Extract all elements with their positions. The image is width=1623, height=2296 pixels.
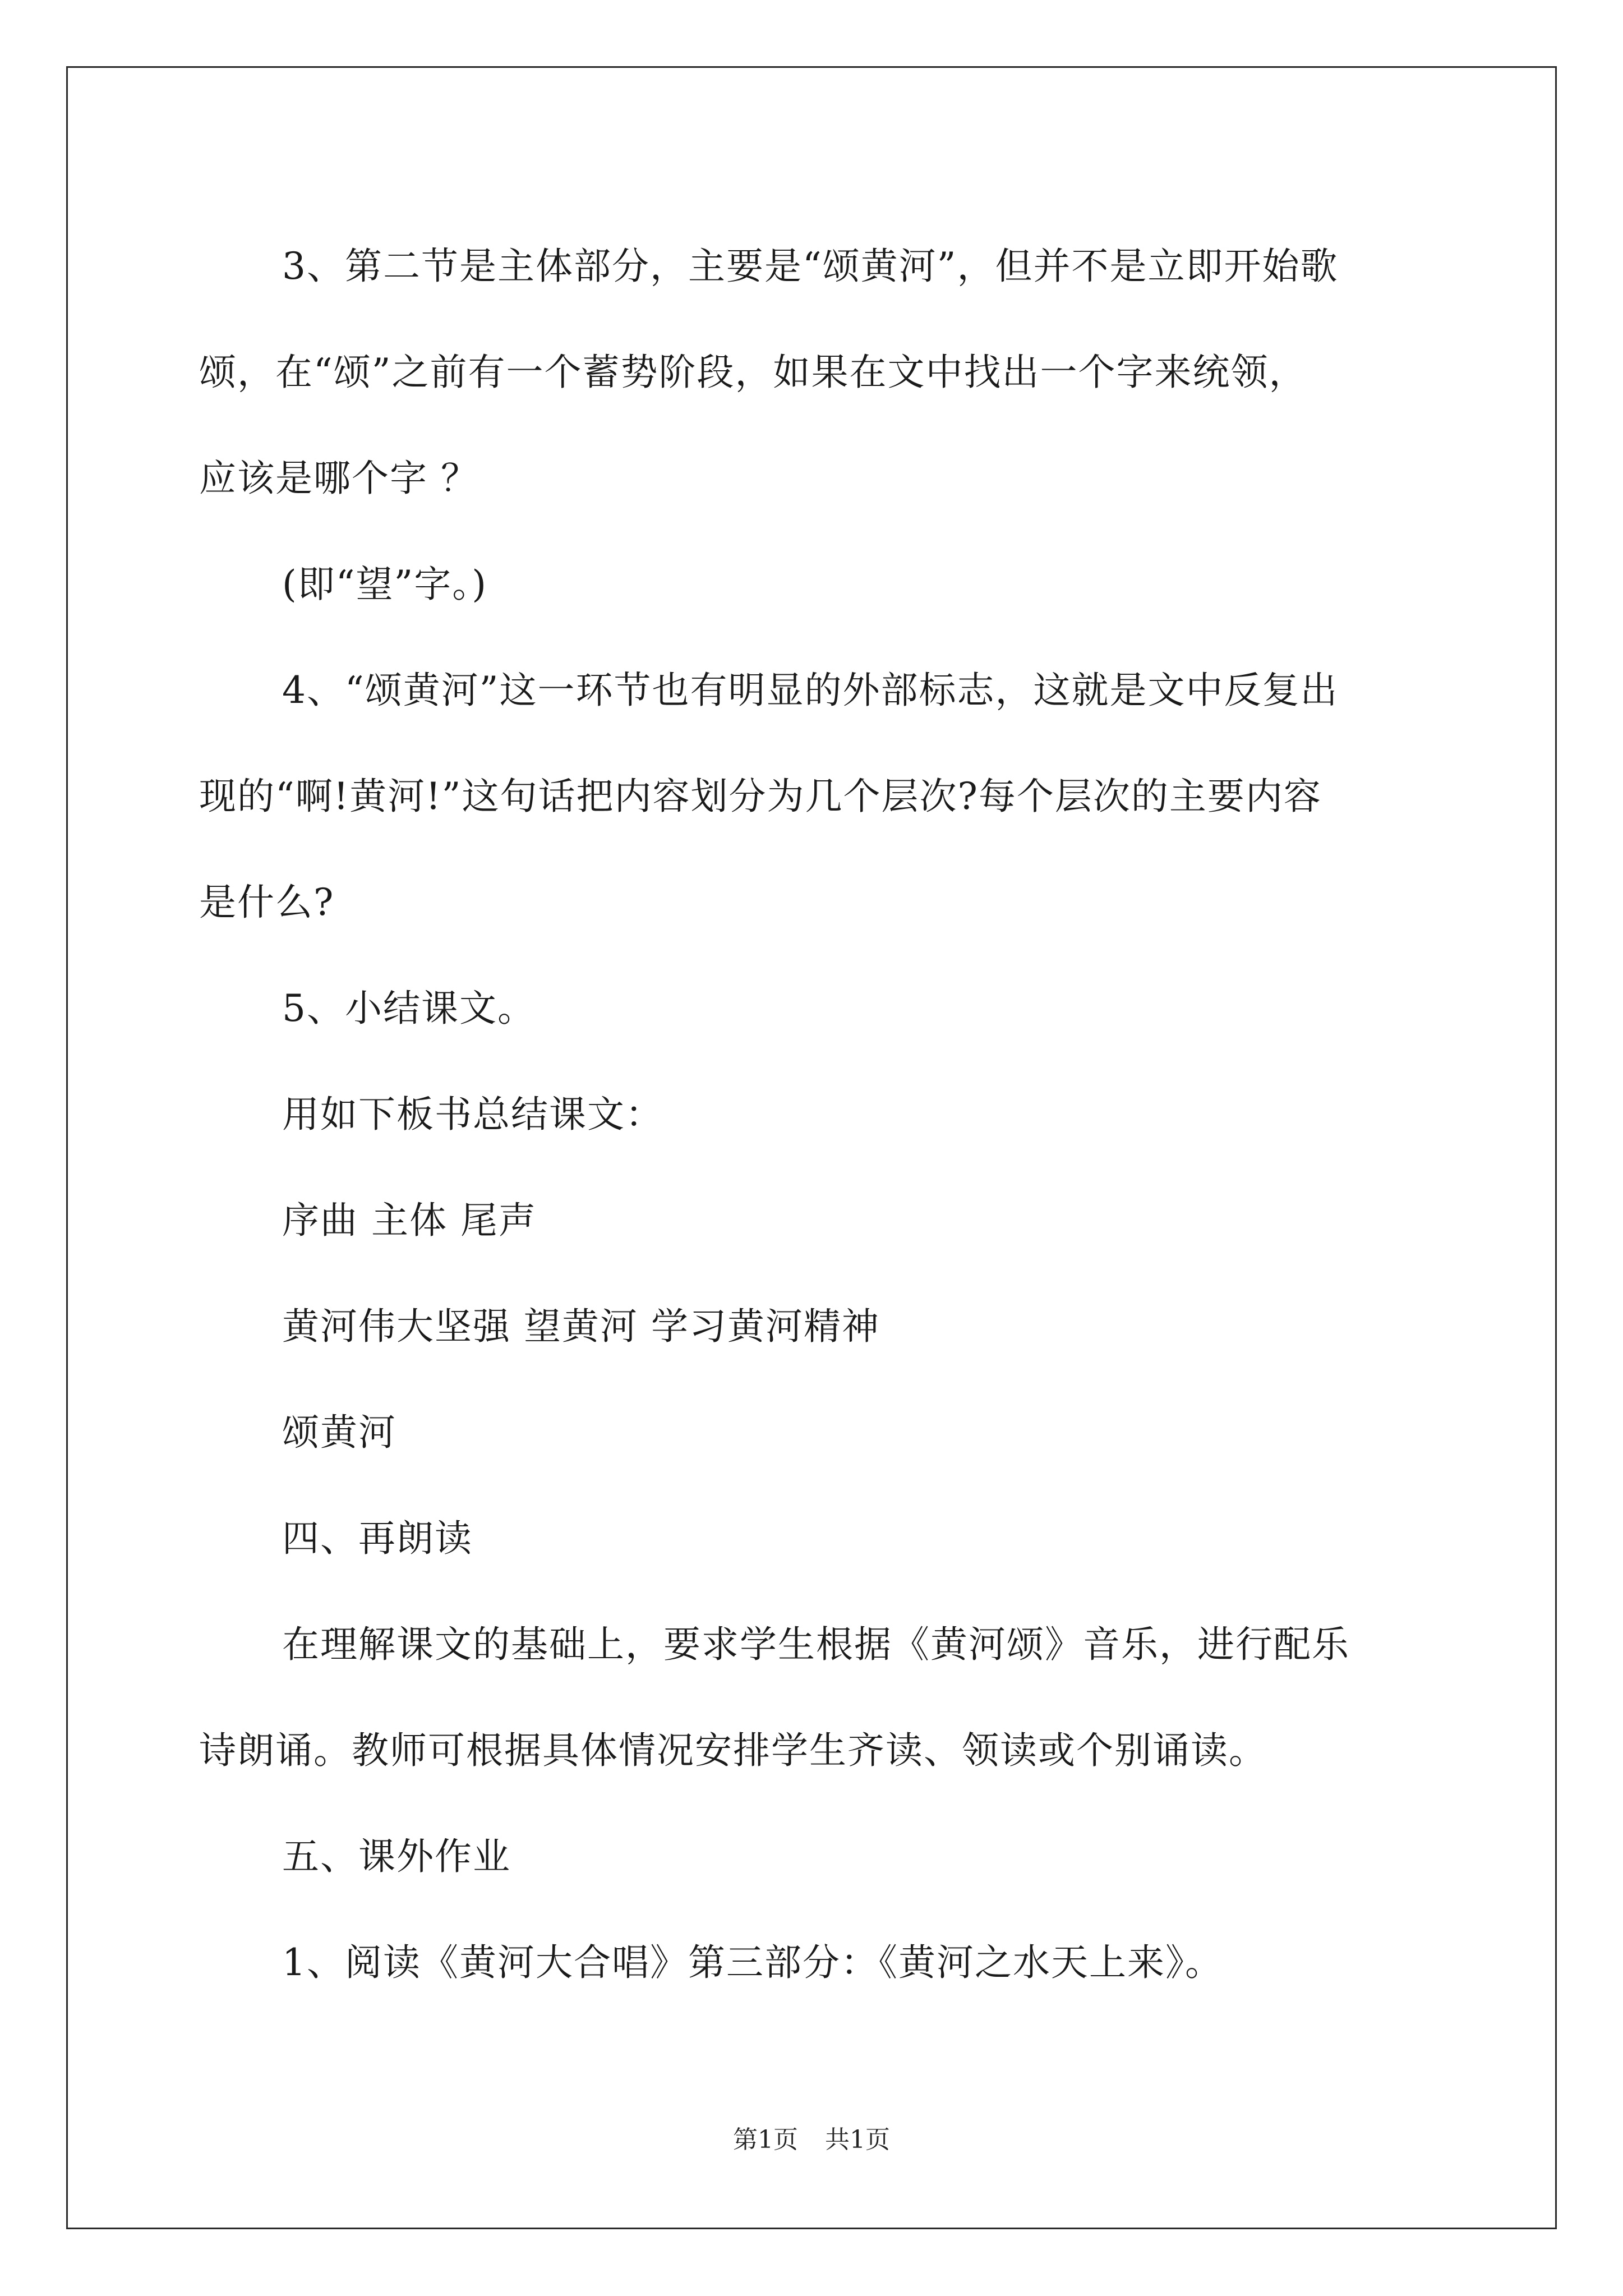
paragraph-line: 1、阅读《黄河大合唱》第三部分：《黄河之水天上来》。 bbox=[282, 1941, 1223, 1984]
page-number-current: 第1页 bbox=[733, 2125, 798, 2154]
paragraph-line: 5、小结课文。 bbox=[282, 987, 536, 1030]
paragraph-line: 诗朗诵。教师可根据具体情况安排学生齐读、领读或个别诵读。 bbox=[199, 1729, 1267, 1772]
section-heading: 五、课外作业 bbox=[282, 1835, 511, 1878]
document-body bbox=[199, 213, 1433, 2016]
paragraph-line: 现的“啊!黄河!”这句话把内容划分为几个层次?每个层次的主要内容 bbox=[199, 775, 1322, 818]
page-number-total: 共1页 bbox=[825, 2125, 890, 2154]
paragraph-line: 应该是哪个字 ？ bbox=[199, 457, 479, 500]
board-outline-line: 黄河伟大坚强 望黄河 学习黄河精神 bbox=[282, 1305, 880, 1348]
paragraph-line: 颂，在“颂”之前有一个蓄势阶段，如果在文中找出一个字来统领， bbox=[199, 351, 1307, 394]
paragraph-line: 在理解课文的基础上，要求学生根据《黄河颂》音乐，进行配乐 bbox=[282, 1623, 1350, 1666]
paragraph-line: (即“望”字。) bbox=[282, 563, 487, 606]
paragraph-line: 是什么? bbox=[199, 881, 335, 924]
section-heading: 四、再朗读 bbox=[282, 1517, 473, 1560]
paragraph-line: 3、第二节是主体部分，主要是“颂黄河”，但并不是立即开始歌 bbox=[282, 245, 1339, 288]
page-footer bbox=[0, 2123, 1623, 2157]
board-outline-line: 序曲 主体 尾声 bbox=[282, 1199, 537, 1242]
board-outline-line: 颂黄河 bbox=[282, 1411, 396, 1454]
paragraph-line: 4、“颂黄河”这一环节也有明显的外部标志，这就是文中反复出 bbox=[282, 669, 1339, 712]
paragraph-line: 用如下板书总结课文： bbox=[282, 1093, 663, 1136]
